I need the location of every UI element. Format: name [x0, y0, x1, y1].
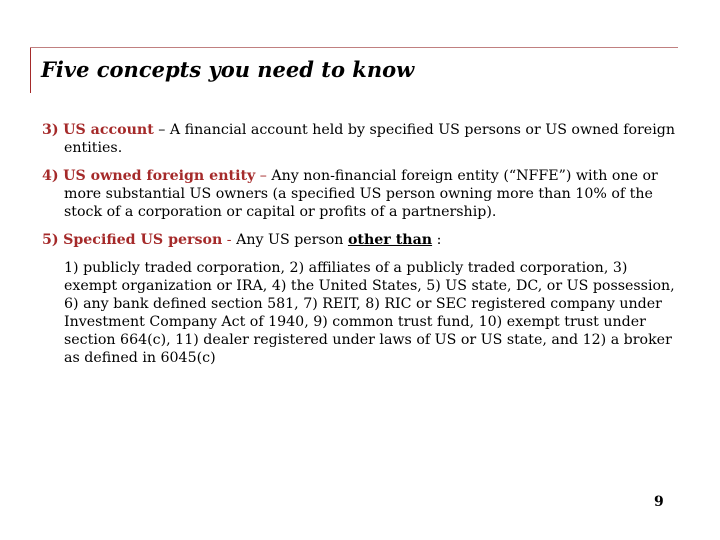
slide-title: Five concepts you need to know [41, 57, 415, 82]
concept-term: Specified US person [63, 232, 223, 248]
concept-item-us-account [42, 121, 678, 157]
concept-number: 3) [42, 122, 59, 138]
exclusions-list: 1) publicly traded corporation, 2) affiliates of a publicly traded corporation, 3) exempt organization or IRA, 4) the United States, 5) US state, DC, or US possession, 6) any bank defined section 581, 7) REIT, 8) RIC or SEC registered company under Investment Company Act of 1940, 9) common trust fund, 10) exempt trust under section 664(c), 11) dealer registered under laws of US or US state, and 12) a broker as defined in 6045(c) [64, 260, 675, 366]
concept-definition: A financial account held by specified US persons or US owned foreign entities. [64, 122, 675, 156]
concept-term: US account [63, 122, 154, 138]
concept-term: US owned foreign entity [63, 168, 256, 184]
concept-definition-before: Any US person [236, 232, 348, 248]
accent-frame-horizontal [30, 47, 678, 48]
concept-separator: - [222, 232, 237, 248]
concept-list [42, 121, 678, 367]
concept-separator: – [255, 168, 272, 184]
concept-definition: Any non-financial foreign entity (“NFFE”) with one or more substantial US owners (a specified US person owning more than 10% of the stock of a corporation or capital or profits of a partnership). [64, 168, 658, 220]
page-number: 9 [654, 494, 664, 510]
concept-number: 4) [42, 168, 59, 184]
concept-item-specified-us-person [42, 231, 678, 249]
concept-definition-after: : [432, 232, 442, 248]
concept-number: 5) [42, 232, 59, 248]
accent-frame-vertical [30, 47, 31, 93]
concept-separator: – [153, 122, 170, 138]
concept-definition-emphasis: other than [347, 232, 433, 248]
concept-item-us-owned-foreign-entity [42, 167, 678, 221]
